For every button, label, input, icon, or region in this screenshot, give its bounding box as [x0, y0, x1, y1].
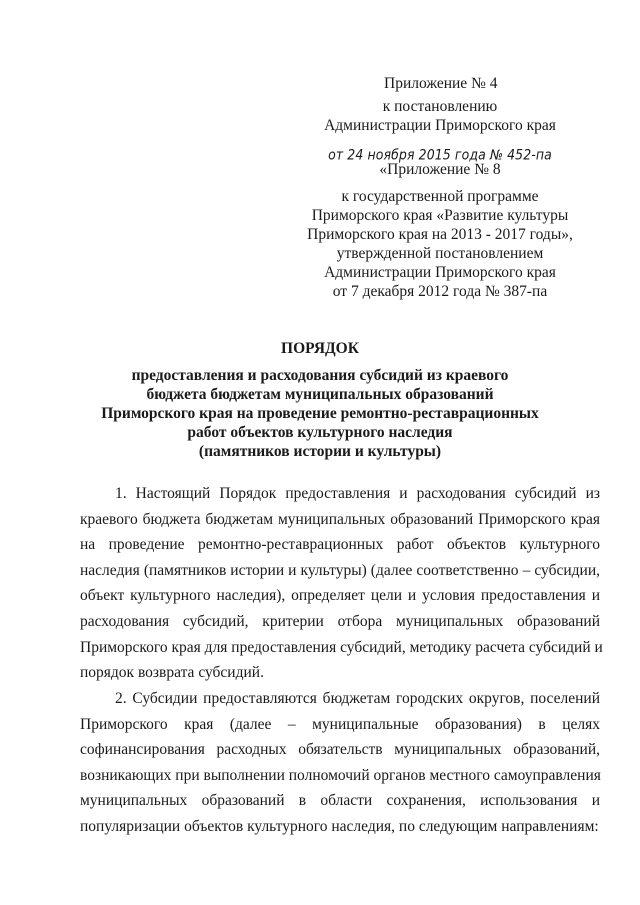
stamp-date: от 24 ноября 2015 года № 452-па [328, 146, 552, 163]
paragraph-line: популяризации объектов культурного наследия, по следующим направлениям: [80, 817, 599, 835]
resolution-reference [300, 97, 580, 135]
paragraph-line: порядок возврата субсидий. [80, 664, 264, 682]
document-heading: ПОРЯДОК [281, 340, 359, 357]
program-line: утвержденной постановлением [336, 245, 544, 262]
paragraph-line: Приморского края (далее – муниципальные образования) в целях [80, 715, 600, 733]
subtitle-line: (памятников истории и культуры) [198, 443, 442, 460]
paragraph-line: софинансирования расходных обязательств муниципальных образований, [80, 741, 600, 759]
paragraph-line: наследия (памятников истории и культуры) (далее соответственно – субсидии, [80, 561, 600, 579]
program-line: Администрации Приморского края [324, 264, 556, 281]
program-line: Приморского края на 2013 - 2017 годы», [307, 226, 573, 243]
paragraph-line: краевого бюджета бюджетам муниципальных образований Приморского края [80, 510, 600, 528]
paragraph-line: 2. Субсидии предоставляются бюджетам городских округов, поселений [115, 690, 600, 707]
paragraph-line: 1. Настоящий Порядок предоставления и расходования субсидий из [115, 485, 600, 502]
program-line: Приморского края «Развитие культуры [311, 207, 569, 224]
paragraph-line: Приморского края для предоставления субсидий, методику расчета субсидий и [80, 638, 603, 656]
administration-label: Администрации Приморского края [324, 117, 556, 134]
paragraph-line: на проведение ремонтно-реставрационных работ объектов культурного [80, 536, 600, 554]
paragraph-2 [80, 686, 600, 840]
appendix-4-label: Приложение № 4 [384, 75, 498, 92]
appendix-header [300, 74, 580, 93]
program-line: от 7 декабря 2012 года № 387-па [332, 283, 548, 300]
appendix-8-label: «Приложение № 8 [379, 161, 501, 178]
paragraph-1 [80, 481, 603, 686]
to-resolution-label: к постановлению [382, 98, 498, 115]
subtitle-line: бюджета бюджетам муниципальных образований [146, 386, 494, 403]
subtitle-line: Приморского края на проведение ремонтно-реставрационных [101, 405, 539, 422]
subtitle-line: предоставления и расходования субсидий из краевого [131, 367, 509, 384]
subtitle-line: работ объектов культурного наследия [187, 424, 453, 441]
paragraph-line: муниципальных образований в области сохранения, использования и [80, 792, 600, 810]
paragraph-line: объект культурного наследия), определяет цели и условия предоставления и [80, 587, 600, 605]
document-subtitle [0, 366, 640, 461]
paragraph-line: возникающих при выполнении полномочий органов местного самоуправления [80, 766, 601, 784]
appendix-8-block [300, 160, 580, 179]
program-line: к государственной программе [341, 188, 539, 205]
program-reference [300, 187, 580, 301]
paragraph-line: расходования субсидий, критерии отбора муниципальных образований [80, 612, 600, 630]
